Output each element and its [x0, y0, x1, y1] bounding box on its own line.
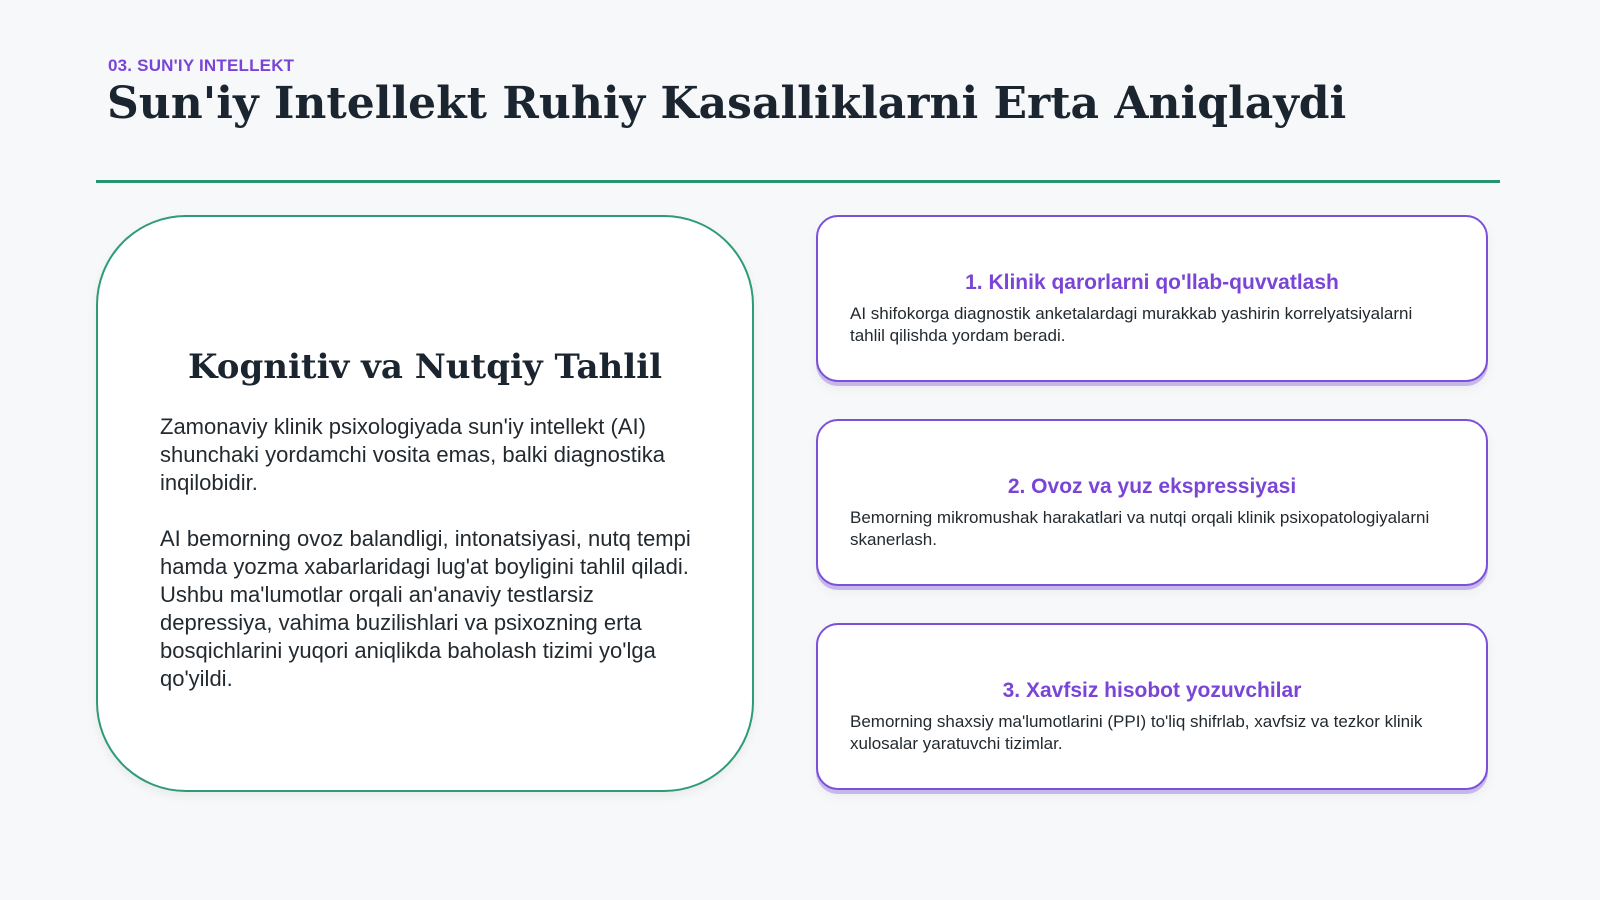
feature-description: AI shifokorga diagnostik anketalardagi murakkab yashirin korrelyatsiyalarni tahlil qilishda yordam beradi. [850, 304, 1413, 345]
title-divider [96, 180, 1500, 183]
section-label: 03. SUN'IY INTELLEKT [108, 56, 295, 75]
feature-title: 1. Klinik qarorlarni qo'llab-quvvatlash [965, 271, 1339, 294]
main-card [96, 215, 754, 792]
feature-description: Bemorning shaxsiy ma'lumotlarini (PPI) to'liq shifrlab, xavfsiz va tezkor klinik xulosalar yaratuvchi tizimlar. [850, 712, 1423, 753]
feature-card-secure-reports [816, 623, 1488, 790]
main-card-body [160, 413, 700, 721]
feature-card-voice-face [816, 419, 1488, 586]
main-card-heading: Kognitiv va Nutqiy Tahlil [187, 347, 663, 387]
feature-description: Bemorning mikromushak harakatlari va nutqi orqali klinik psixopatologiyalarni skanerlash. [850, 508, 1430, 549]
main-card-paragraph: Zamonaviy klinik psixologiyada sun'iy intellekt (AI) shunchaki yordamchi vosita emas, balki diagnostika inqilobidir. [160, 414, 666, 495]
feature-title: 2. Ovoz va yuz ekspressiyasi [1007, 475, 1297, 498]
feature-card-clinical-decisions [816, 215, 1488, 382]
page-title: Sun'iy Intellekt Ruhiy Kasalliklarni Erta Aniqlaydi [107, 78, 1347, 129]
main-card-paragraph: AI bemorning ovoz balandligi, intonatsiyasi, nutq tempi hamda yozma xabarlaridagi lug'at boyligini tahlil qiladi. Ushbu ma'lumotlar orqali an'anaviy testlarsiz depressiya, vahima buzilishlari va psixozning erta bosqichlarini yuqori aniqlikda baholash tizimi yo'lga qo'yildi. [160, 526, 691, 691]
feature-title: 3. Xavfsiz hisobot yozuvchilar [1002, 679, 1302, 702]
